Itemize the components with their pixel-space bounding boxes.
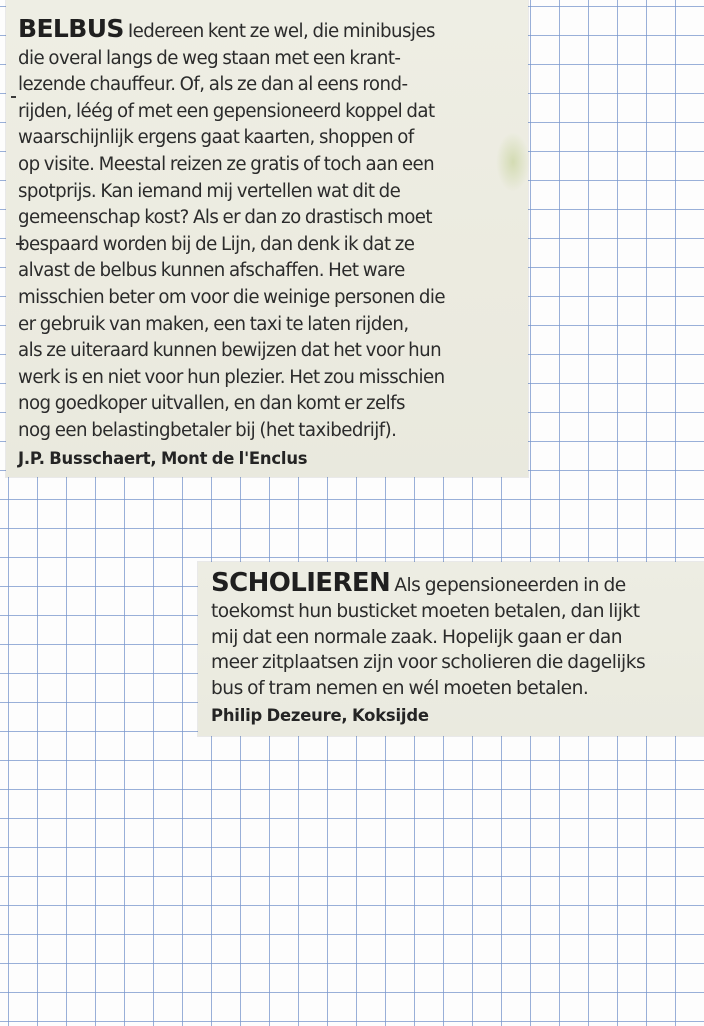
scholieren-clipping	[198, 562, 704, 736]
belbus-clipping	[6, 0, 528, 477]
article-line: bus of tram nemen en wél moeten betalen.	[211, 678, 589, 700]
article-line: toekomst hun busticket moeten betalen, dan lijkt	[211, 600, 640, 622]
article-line: spotprijs. Kan iemand mij vertellen wat dit de	[18, 180, 401, 202]
scholieren-byline: Philip Dezeure, Koksijde	[211, 705, 429, 725]
article-line: BELBUS Iedereen kent ze wel, die minibusjes	[18, 14, 435, 43]
belbus-byline: J.P. Busschaert, Mont de l'Enclus	[18, 448, 308, 468]
article-line: misschien beter om voor die weinige personen die	[18, 286, 446, 308]
article-line: alvast de belbus kunnen afschaffen. Het ware	[18, 260, 405, 282]
article-line: er gebruik van maken, een taxi te laten rijden,	[18, 313, 409, 335]
belbus-article	[18, 16, 522, 472]
ink-mark	[11, 96, 16, 98]
article-line: mij dat een normale zaak. Hopelijk gaan er dan	[211, 626, 623, 648]
article-line: SCHOLIEREN Als gepensioneerden in de	[211, 568, 626, 598]
article-line: op visite. Meestal reizen ze gratis of toch aan een	[18, 153, 435, 175]
article-line: lezende chauffeur. Of, als ze dan al eens rond-	[18, 74, 408, 96]
article-line: bespaard worden bij de Lijn, dan denk ik dat ze	[18, 233, 415, 255]
article-line: nog een belastingbetaler bij (het taxibedrijf).	[18, 419, 397, 441]
article-line: waarschijnlijk ergens gaat kaarten, shoppen of	[18, 127, 414, 149]
article-line: als ze uiteraard kunnen bewijzen dat het voor hun	[18, 340, 442, 362]
article-line: nog goedkoper uitvallen, en dan komt er zelfs	[18, 393, 405, 415]
article-line: werk is en niet voor hun plezier. Het zou misschien	[18, 366, 445, 388]
scholieren-article	[211, 568, 704, 729]
belbus-headline: BELBUS	[18, 14, 124, 43]
article-line: meer zitplaatsen zijn voor scholieren die dagelijks	[211, 652, 646, 674]
article-line: die overal langs de weg staan met een krant-	[18, 47, 401, 69]
scholieren-headline: SCHOLIEREN	[211, 568, 391, 598]
article-line: gemeenschap kost? Als er dan zo drastisch moet	[18, 207, 433, 229]
article-line: rijden, léég of met een gepensioneerd koppel dat	[18, 100, 435, 122]
